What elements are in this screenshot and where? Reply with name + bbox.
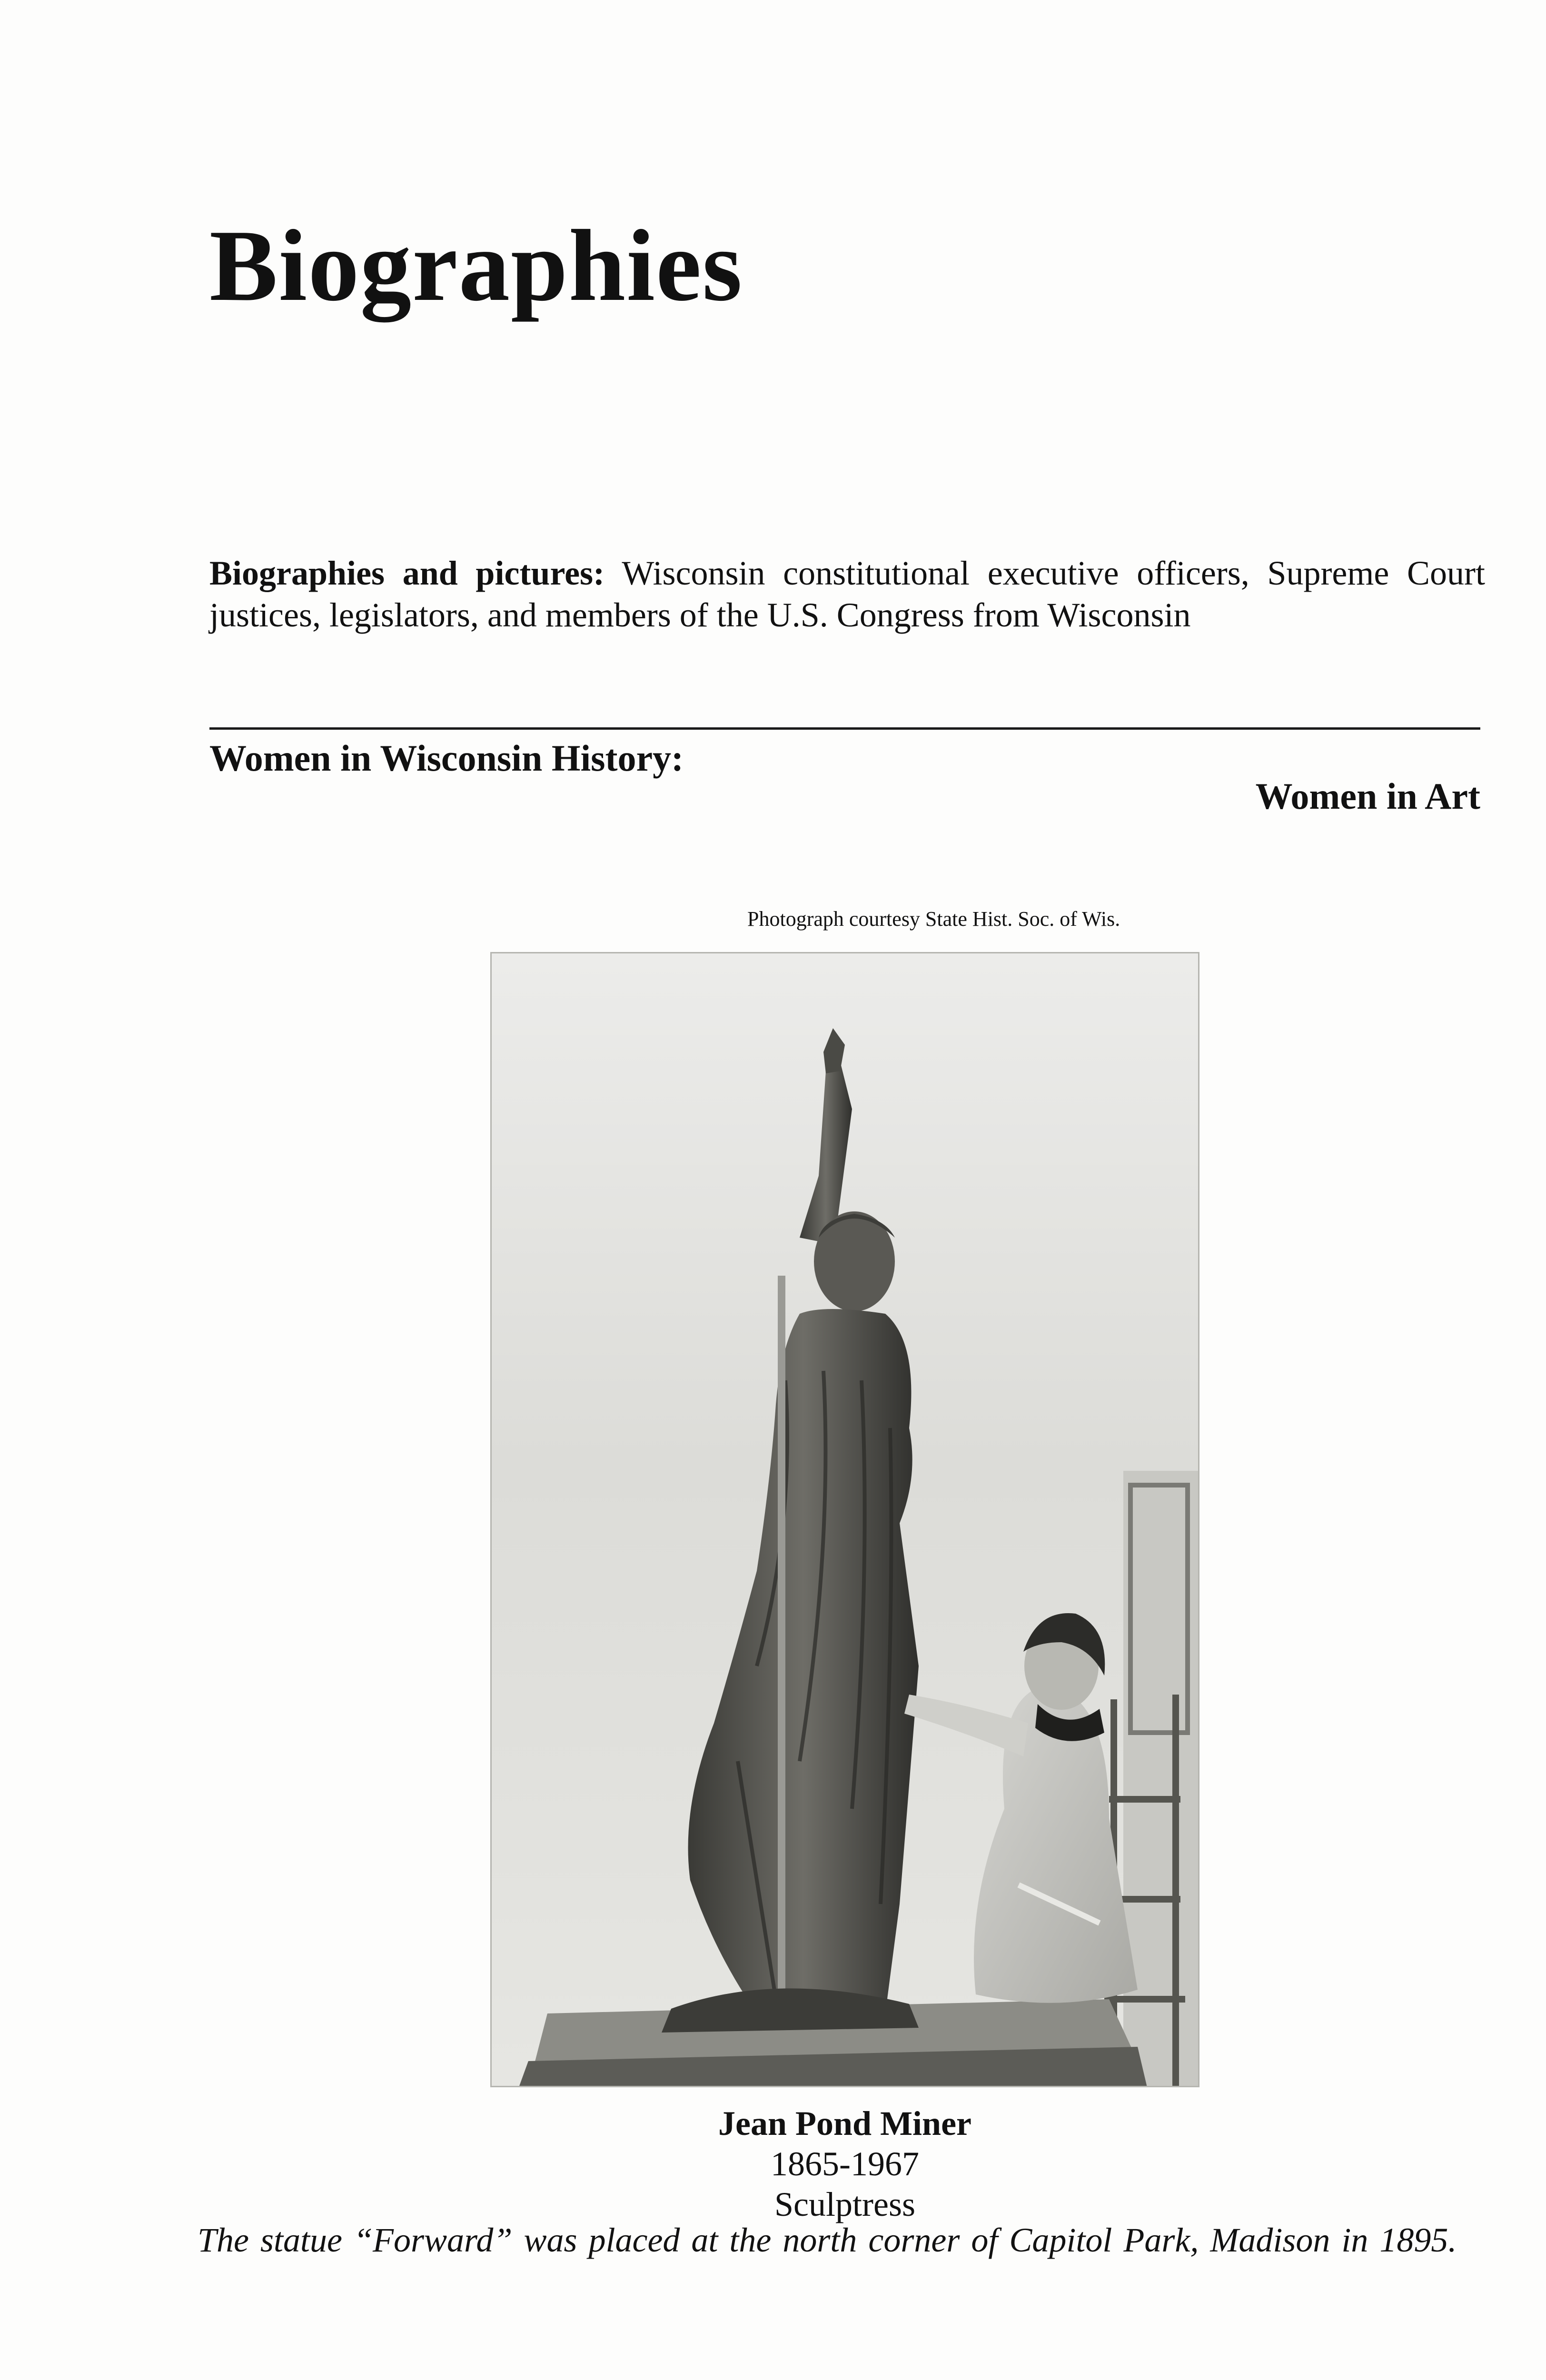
- intro-lead: Biographies and pictures:: [209, 554, 605, 592]
- caption-name: Jean Pond Miner: [718, 2104, 971, 2142]
- intro-paragraph: [209, 552, 1485, 636]
- caption-role: Sculptress: [774, 2185, 915, 2223]
- section-subheading: Women in Art: [1255, 775, 1480, 817]
- intro-text: Wisconsin constitutional executive officers, Supreme Court justices, legislators, and members of the U.S. Congress from Wisconsin: [209, 554, 1485, 634]
- page-title: Biographies: [209, 208, 743, 322]
- sculptor-with-statue-photo: [490, 952, 1199, 2087]
- section-heading: Women in Wisconsin History:: [209, 737, 684, 779]
- caption-note: The statue “Forward” was placed at the north corner of Capitol Park, Madison in 1895.: [198, 2221, 1457, 2259]
- photo-credit: Photograph courtesy State Hist. Soc. of Wis.: [747, 907, 1120, 931]
- section-divider: [209, 727, 1480, 730]
- caption-years: 1865-1967: [771, 2145, 919, 2183]
